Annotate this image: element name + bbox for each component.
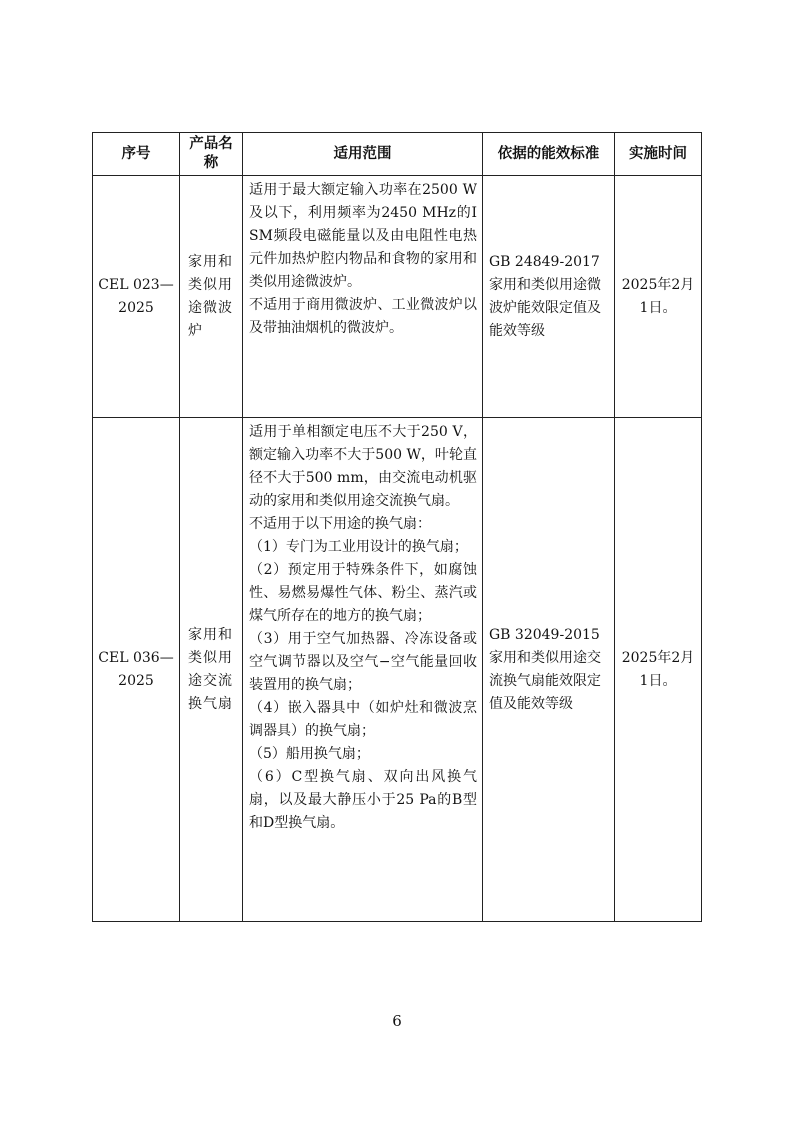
scope-paragraph: （6）C型换气扇、双向出风换气扇，以及最大静压小于25 Pa的B型和D型换气扇。 [249, 769, 477, 831]
scope-paragraph: （2）预定用于特殊条件下，如腐蚀性、易燃易爆性气体、粉尘、蒸汽或煤气所存在的地方的换气扇； [249, 562, 477, 624]
row-serial: CEL 023—2025 [93, 176, 180, 418]
scope-paragraph: （5）船用换气扇； [249, 746, 370, 762]
scope-paragraph: 不适用于商用微波炉、工业微波炉以及带抽油烟机的微波炉。 [249, 297, 477, 336]
table-header-row [93, 133, 702, 176]
standard-code: GB 24849-2017 [489, 253, 600, 270]
scope-paragraph: （3）用于空气加热器、冷冻设备或空气调节器以及空气−空气能量回收装置用的换气扇； [249, 631, 477, 693]
row-standard [483, 418, 615, 922]
scope-paragraph: （1）专门为工业用设计的换气扇； [249, 539, 468, 555]
header-serial: 序号 [93, 133, 180, 176]
row-product: 家用和类似用途微波炉 [180, 176, 243, 418]
header-date: 实施时间 [615, 133, 702, 176]
row-date: 2025年2月1日。 [615, 176, 702, 418]
row-date: 2025年2月1日。 [615, 418, 702, 922]
header-standard: 依据的能效标准 [483, 133, 615, 176]
row-product: 家用和类似用途交流换气扇 [180, 418, 243, 922]
row-scope [243, 176, 483, 418]
header-scope: 适用范围 [243, 133, 483, 176]
table-row [93, 176, 702, 418]
row-serial: CEL 036—2025 [93, 418, 180, 922]
standard-code: GB 32049-2015 [489, 626, 600, 643]
page-number: 6 [392, 1012, 402, 1030]
header-product-name: 产品名称 [180, 133, 243, 176]
standard-name: 家用和类似用途微波炉能效限定值及能效等级 [489, 276, 601, 339]
row-scope [243, 418, 483, 922]
energy-label-table [92, 132, 702, 922]
scope-paragraph: 不适用于以下用途的换气扇： [249, 516, 431, 532]
table-row [93, 418, 702, 922]
scope-paragraph: （4）嵌入器具中（如炉灶和微波烹调器具）的换气扇； [249, 700, 477, 739]
scope-paragraph: 适用于最大额定输入功率在2500 W及以下，利用频率为2450 MHz的ISM频段电磁能量以及由电阻性电热元件加热炉腔内物品和食物的家用和类似用途微波炉。 [249, 182, 477, 290]
standard-name: 家用和类似用途交流换气扇能效限定值及能效等级 [489, 649, 601, 712]
scope-paragraph: 适用于单相额定电压不大于250 V，额定输入功率不大于500 W，叶轮直径不大于500 mm，由交流电动机驱动的家用和类似用途交流换气扇。 [249, 424, 477, 509]
row-standard [483, 176, 615, 418]
